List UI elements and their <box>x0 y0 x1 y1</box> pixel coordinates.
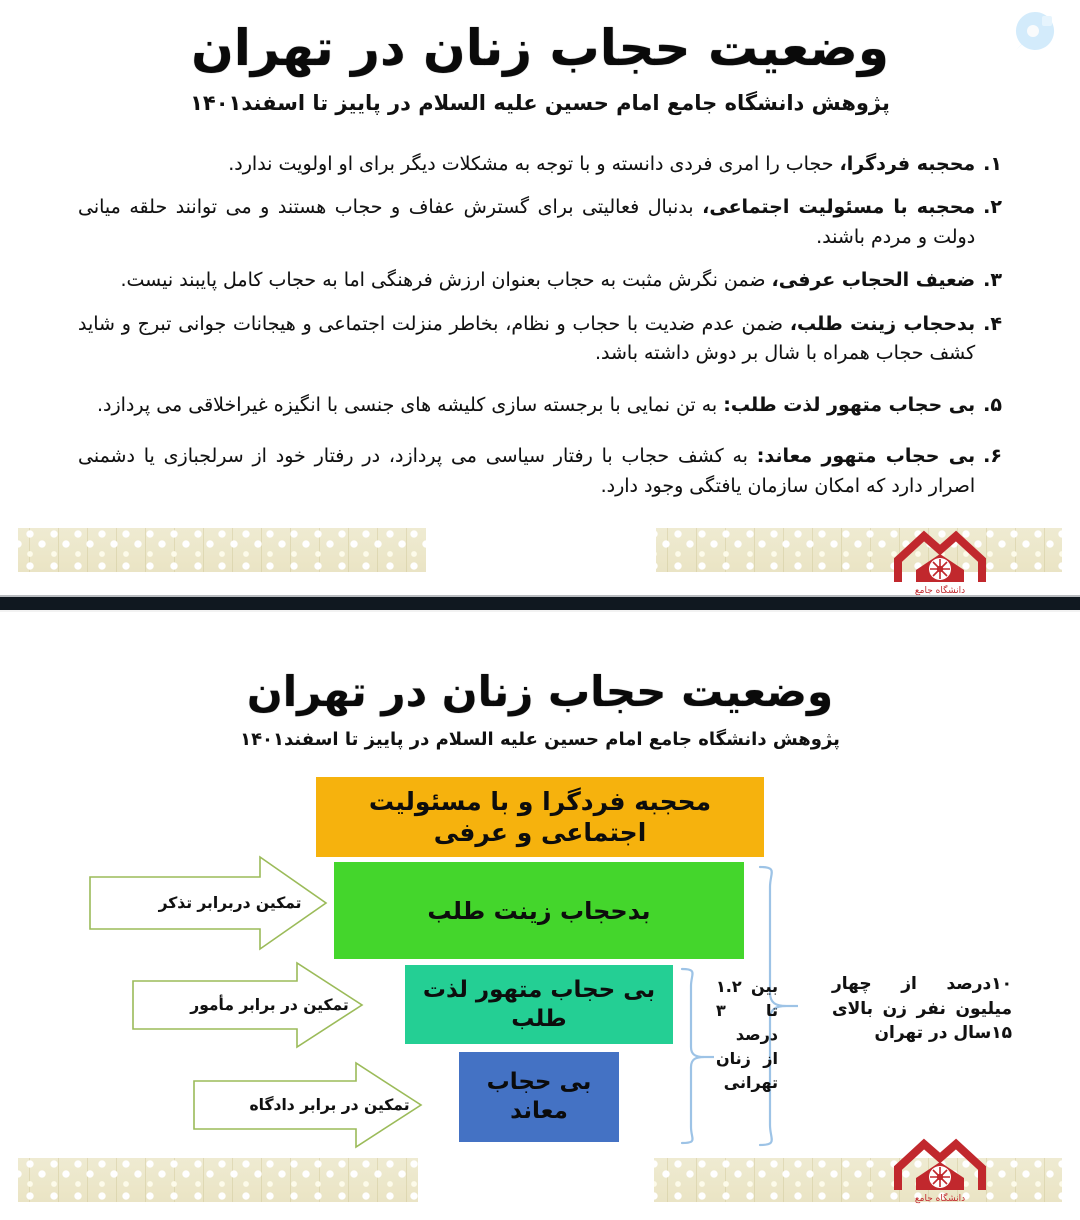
annotation-percent-range: بین ۱.۲ تا ۳ درصد از زنان تهرانی <box>716 977 778 1092</box>
band-edge-left <box>0 528 18 572</box>
logo-caption: دانشگاه جامع <box>914 586 966 595</box>
category-box-mohajjabe: محجبه فردگرا و با مسئولیت اجتماعی و عرفی <box>316 777 764 857</box>
list-item-body <box>78 310 975 369</box>
university-logo <box>880 1128 1000 1204</box>
list-item-term: محجبه با مسئولیت اجتماعی، <box>702 196 976 219</box>
page-title: وضعیت حجاب زنان در تهران <box>191 19 889 77</box>
typology-list <box>78 150 1002 515</box>
arrow-tamkin-dadgah <box>192 1061 423 1149</box>
category-box-bihejab-lezzat: بی حجاب متهور لذت طلب <box>405 965 673 1044</box>
band-gap-center <box>426 528 656 572</box>
list-item-term: بی حجاب متهور لذت طلب: <box>723 393 976 416</box>
diagram-subtitle: پژوهش دانشگاه جامع امام حسین علیه السلام در پاییز تا اسفند۱۴۰۱ <box>240 729 840 750</box>
list-item-body <box>78 442 975 501</box>
category-box-bihejab-moaned: بی حجاب معاند <box>459 1052 619 1142</box>
list-item-rest: حجاب را امری فردی دانسته و با توجه به مشکلات دیگر برای او اولویت ندارد. <box>228 153 840 175</box>
category-box-badhejab-zinat: بدحجاب زینت طلب <box>334 862 744 959</box>
list-item <box>78 391 1002 420</box>
list-item-body <box>78 391 975 420</box>
list-item-number: ۱. <box>983 153 1002 175</box>
list-item-number: ۶. <box>983 445 1002 468</box>
list-item-body <box>78 193 975 252</box>
arrow-label: تمکین در برابر دادگاه <box>249 1096 410 1114</box>
panel-divider <box>0 595 1080 612</box>
list-item <box>78 266 1002 295</box>
list-item-term: ضعیف الحجاب عرفی، <box>771 269 976 292</box>
band-edge-right <box>1062 1158 1080 1202</box>
list-item-number: ۳. <box>983 269 1002 292</box>
list-item-term: محجبه فردگرا، <box>839 153 976 175</box>
bottom-panel <box>0 612 1080 1220</box>
list-item-rest: ضمن نگرش مثبت به حجاب بعنوان ارزش فرهنگی اما به حجاب کامل پایبند نیست. <box>120 269 772 292</box>
list-item-term: بدحجاب زینت طلب، <box>789 312 976 335</box>
list-item-body <box>78 150 975 179</box>
arrow-tamkin-mamour <box>131 961 364 1049</box>
divider-highlight <box>0 595 1080 597</box>
list-item-rest: ضمن عدم ضدیت با حجاب و نظام، بخاطر منزلت اجتماعی و هیجانات جوانی تبرج و شاید کشف حجاب همراه با شال بر دوش داشته باشد. <box>78 312 976 365</box>
list-item-body <box>78 266 975 295</box>
list-item-rest: به تن نمایی با برجسته سازی کلیشه های جنسی با انگیزه غیراخلاقی می پردازد. <box>96 393 724 416</box>
brace-inner <box>678 967 714 1145</box>
arrow-label: تمکین دربرابر تذکر <box>158 894 302 912</box>
band-edge-right <box>1062 528 1080 572</box>
list-item <box>78 310 1002 369</box>
list-item-rest: بدنبال فعالیتی برای گسترش عفاف و حجاب هستند و می توانند حلقه میانی دولت و مردم باشند. <box>78 196 976 248</box>
diagram-title: وضعیت حجاب زنان در تهران <box>246 667 834 716</box>
band-gap-center <box>418 1158 654 1202</box>
list-item <box>78 150 1002 179</box>
list-item-number: ۴. <box>983 312 1002 335</box>
page-subtitle: پژوهش دانشگاه جامع امام حسین علیه السلام در پاییز تا اسفند۱۴۰۱ <box>190 91 890 115</box>
university-logo <box>880 520 1000 595</box>
list-item <box>78 442 1002 501</box>
list-item-term: بی حجاب متهور معاند: <box>756 445 976 468</box>
list-item-rest: به کشف حجاب با رفتار سیاسی می پردازد، در رفتار خود از سرلجبازی یا دشمنی اصرار دارد که امکان سازمان یافتگی وجود دارد. <box>78 445 976 497</box>
top-panel <box>0 0 1080 595</box>
logo-caption: دانشگاه جامع <box>914 1194 966 1204</box>
list-item <box>78 193 1002 252</box>
band-edge-left <box>0 1158 18 1202</box>
arrow-tamkin-tazakkor <box>88 855 328 951</box>
list-item-number: ۲. <box>983 196 1002 219</box>
list-item-number: ۵. <box>983 393 1002 416</box>
annotation-population-share: ۱۰درصد از چهار میلیون نفر زن بالای ۱۵سال در تهران <box>832 974 1012 1044</box>
arrow-label: تمکین در برابر مأمور <box>190 996 349 1014</box>
